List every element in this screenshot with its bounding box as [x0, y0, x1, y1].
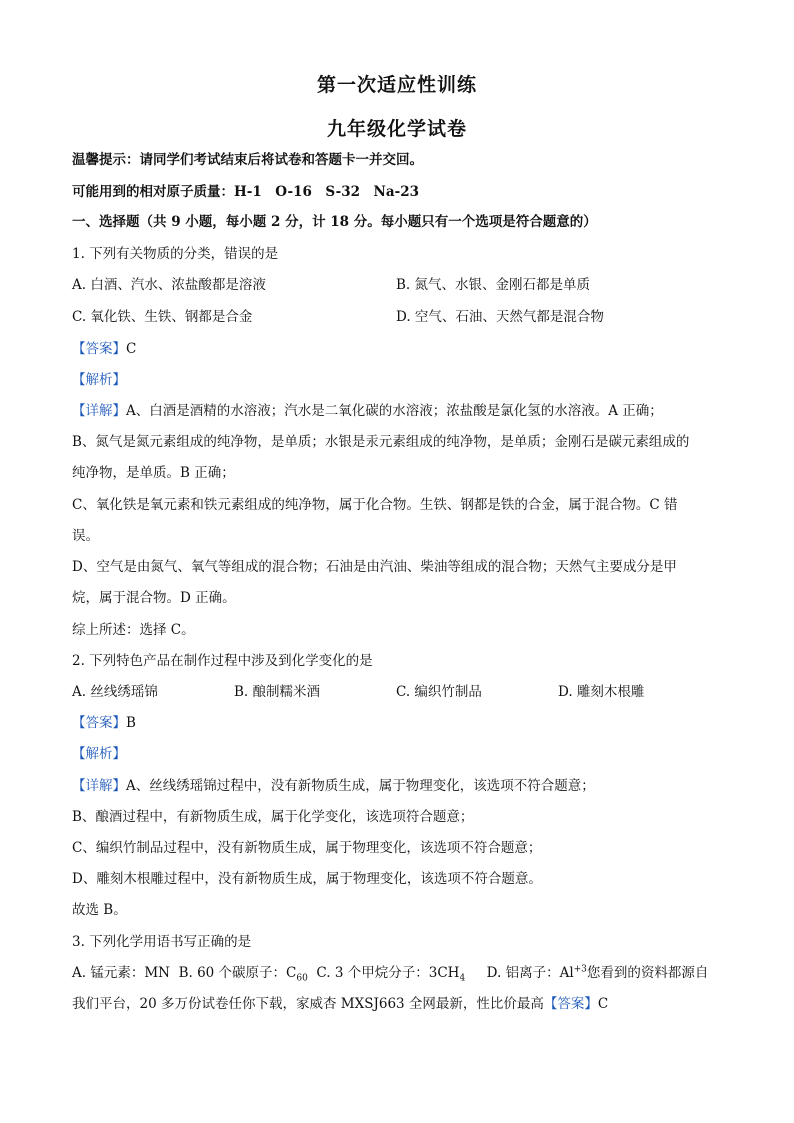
q1-option-a: A. 白酒、汽水、浓盐酸都是溶液 — [72, 277, 266, 293]
answer-tag: 【答案】 — [543, 996, 598, 1012]
q1-detail-7: 烷，属于混合物。D 正确。 — [72, 590, 236, 606]
q1-stem: 1. 下列有关物质的分类，错误的是 — [72, 246, 279, 262]
q1-analysis-tag: 【解析】 — [72, 372, 126, 388]
detail-text: A、丝线绣瑶锦过程中，没有新物质生成，属于物理变化，该选项不符合题意； — [126, 778, 595, 794]
q3-option-d: D. 铝离子：$Al^{+3}$ — [486, 964, 587, 981]
detail-tag: 【详解】 — [72, 403, 126, 419]
page-subtitle: 九年级化学试卷 — [326, 118, 467, 140]
q1-detail-2: B、氮气是氮元素组成的纯净物，是单质；水银是汞元素组成的纯净物，是单质；金刚石是碳元素组成的 — [72, 434, 690, 450]
q1-detail-1 — [72, 402, 663, 420]
answer-tag: 【答案】 — [72, 715, 126, 731]
q1-option-d: D. 空气、石油、天然气都是混合物 — [396, 309, 604, 325]
q3-options-line — [72, 964, 708, 982]
q2-summary: 故选 B。 — [72, 902, 127, 918]
q1-detail-6: D、空气是由氮气、氧气等组成的混合物；石油是由汽油、柴油等组成的混合物；天然气主要成分是甲 — [72, 559, 677, 575]
q3-stem: 3. 下列化学用语书写正确的是 — [72, 934, 252, 950]
detail-tag: 【详解】 — [72, 778, 126, 794]
q3-option-c: C. 3 个甲烷分子：$3CH_4$ — [316, 965, 466, 984]
q2-analysis-tag: 【解析】 — [72, 746, 126, 762]
q2-answer — [72, 714, 136, 732]
q2-option-a: A. 丝线绣瑶锦 — [72, 684, 158, 700]
q1-summary: 综上所述：选择 C。 — [72, 622, 195, 638]
q2-detail-2: B、酿酒过程中，有新物质生成，属于化学变化，该选项符合题意； — [72, 809, 474, 825]
q1-answer — [72, 340, 136, 358]
answer-value: B — [126, 715, 136, 731]
notice-text: 温馨提示：请同学们考试结束后将试卷和答题卡一并交回。 — [72, 152, 423, 168]
q2-stem: 2. 下列特色产品在制作过程中涉及到化学变化的是 — [72, 653, 373, 669]
q3-option-b: B. 60 个碳原子：$C_{60}$ — [178, 965, 308, 984]
q3-promo-answer-line — [72, 995, 608, 1013]
q1-detail-4: C、氧化铁是氧元素和铁元素组成的纯净物，属于化合物。生铁、钢都是铁的合金，属于混合物。C 错 — [72, 497, 678, 513]
q1-detail-3: 纯净物，是单质。B 正确； — [72, 465, 235, 481]
q3-option-a: A. 锰元素：MN — [72, 965, 170, 981]
answer-tag: 【答案】 — [72, 341, 126, 357]
q2-detail-3: C、编织竹制品过程中，没有新物质生成，属于物理变化，该选项不符合题意； — [72, 840, 542, 856]
q2-option-c: C. 编织竹制品 — [396, 684, 482, 700]
q2-option-d: D. 雕刻木根雕 — [558, 684, 645, 700]
q1-detail-5: 误。 — [72, 528, 99, 544]
promo-text-2: 我们平台，20 多万份试卷任你下载，家威杏 MXSJ663 全网最新，性比价最高 — [72, 996, 544, 1012]
q2-detail-4: D、雕刻木根雕过程中，没有新物质生成，属于物理变化，该选项不符合题意。 — [72, 871, 542, 887]
page-title: 第一次适应性训练 — [316, 74, 477, 96]
detail-text: A、白酒是酒精的水溶液；汽水是二氧化碳的水溶液；浓盐酸是氯化氢的水溶液。A 正确； — [126, 403, 663, 419]
q1-option-b: B. 氮气、水银、金刚石都是单质 — [396, 277, 591, 293]
atomic-masses: 可能用到的相对原子质量：H-1 O-16 S-32 Na-23 — [72, 184, 420, 200]
answer-value: C — [597, 996, 609, 1012]
section-heading: 一、选择题（共 9 小题，每小题 2 分，计 18 分。每小题只有一个选项是符合题意的） — [72, 214, 597, 230]
q2-option-b: B. 酿制糯米酒 — [234, 684, 321, 700]
answer-value: C — [126, 341, 137, 357]
q2-detail-1 — [72, 777, 595, 795]
q1-option-c: C. 氧化铁、生铁、钢都是合金 — [72, 309, 253, 325]
promo-text-1: 您看到的资料都源自 — [586, 965, 709, 981]
